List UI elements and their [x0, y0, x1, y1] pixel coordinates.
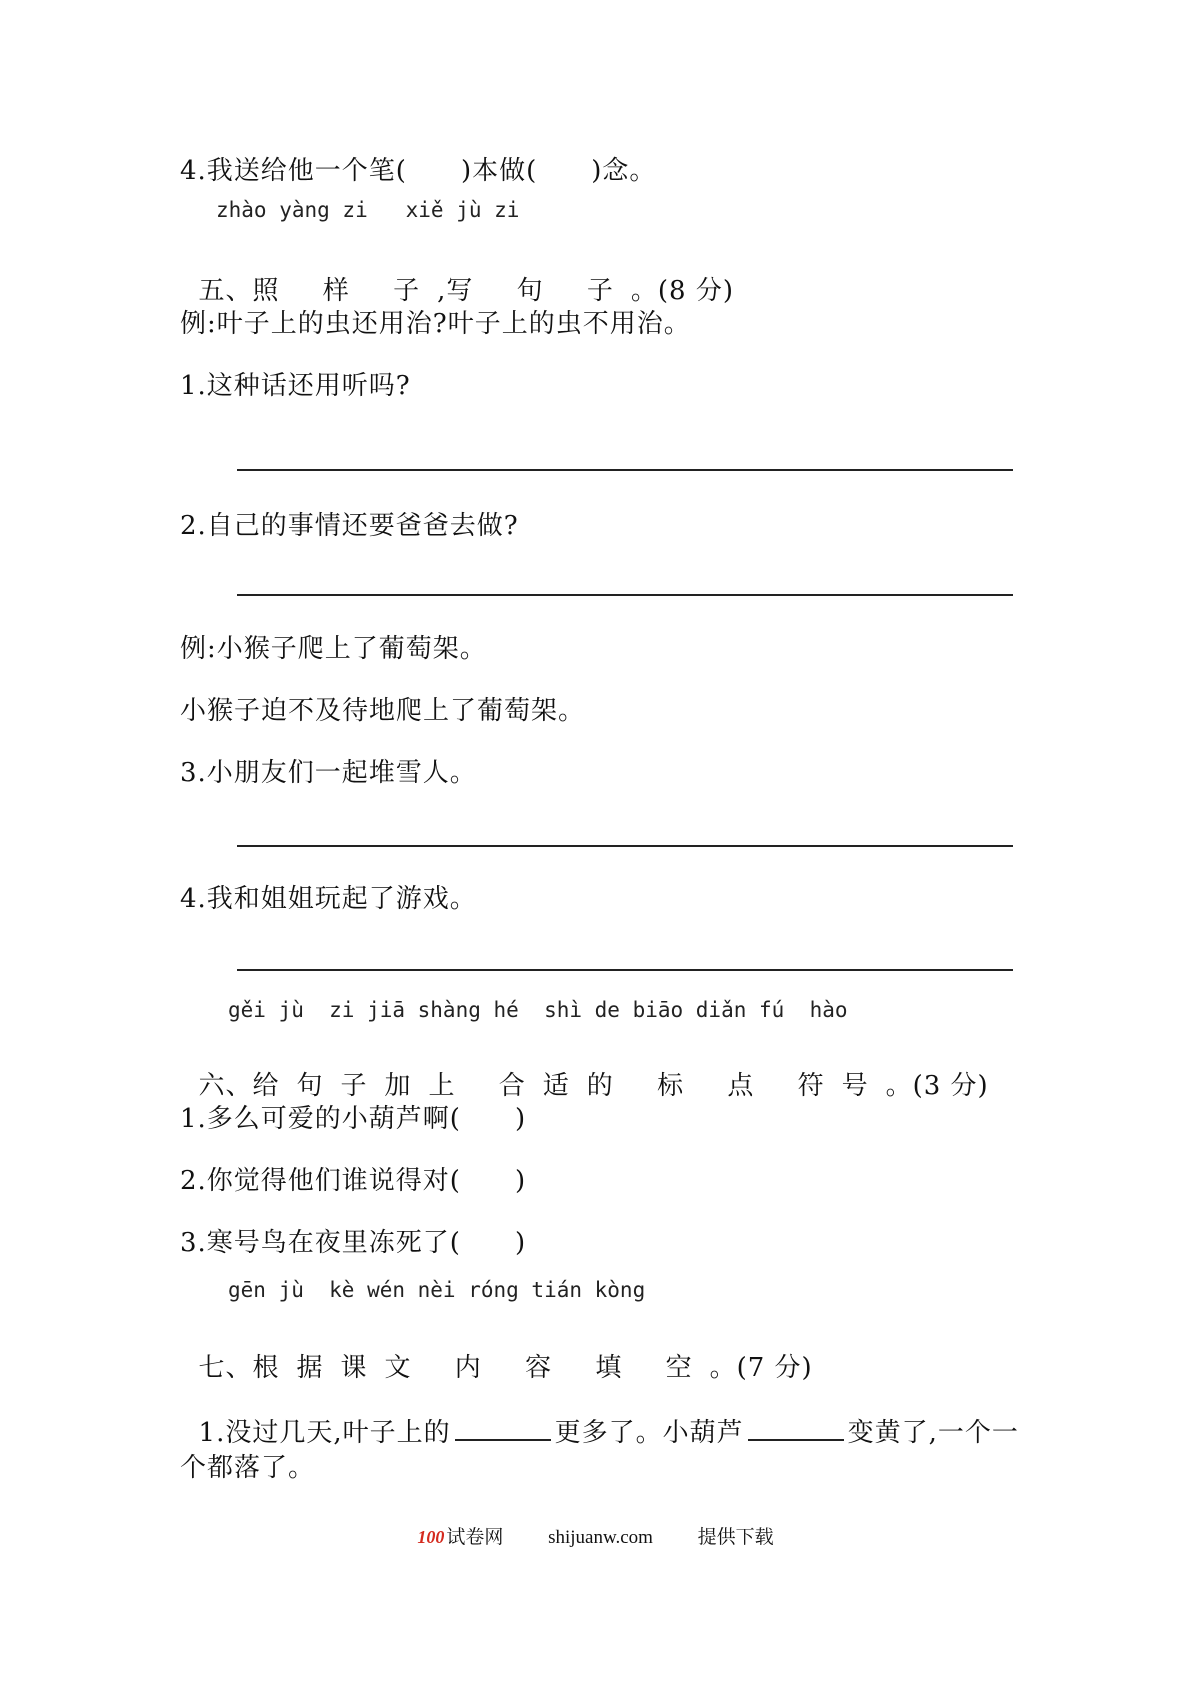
section-6-item-3: 3.寒号鸟在夜里冻死了( ): [180, 1228, 527, 1258]
section-6-score: 。(3 分): [885, 1071, 989, 1101]
section-7-item-1: [180, 1382, 1019, 1449]
section-5-score: 。(8 分): [630, 276, 734, 306]
section-7-title-chars: 根据课文 内 容 填 空: [252, 1353, 710, 1383]
section-5-title-chars: 照 样 子: [252, 276, 438, 306]
section-5-item-2: 2.自己的事情还要爸爸去做?: [180, 511, 519, 541]
answer-line-1[interactable]: [237, 469, 1013, 471]
section-7-pinyin: gēn jù kè wén nèi róng tián kòng: [228, 1278, 646, 1302]
section-7-item-1-cont: 个都落了。: [180, 1453, 316, 1483]
section-5-item-1: 1.这种话还用听吗?: [180, 371, 411, 401]
answer-line-4[interactable]: [237, 969, 1013, 971]
section-5-title-chars-2: 写 句 子: [446, 276, 631, 306]
section-5-example-1: 例:叶子上的虫还用治?叶子上的虫不用治。: [180, 309, 691, 339]
section-6-prefix: 六、: [198, 1071, 253, 1101]
section-7-prefix: 七、: [198, 1353, 253, 1383]
section-6-title: [180, 1035, 989, 1102]
section-6-item-2: 2.你觉得他们谁说得对( ): [180, 1166, 527, 1196]
section-5-example-2b: 小猴子迫不及待地爬上了葡萄架。: [180, 696, 586, 726]
section-5-item-3: 3.小朋友们一起堆雪人。: [180, 758, 477, 788]
section-7-score: 。(7 分): [709, 1353, 813, 1383]
section-7-item-1-b: 更多了。小葫芦: [554, 1418, 744, 1448]
fill-blank-2[interactable]: [748, 1417, 844, 1441]
page-footer: [0, 1522, 1191, 1549]
section-5-example-2a: 例:小猴子爬上了葡萄架。: [180, 634, 487, 664]
section-7-item-1-c: 变黄了,一个一: [847, 1418, 1019, 1448]
fill-blank-1[interactable]: [455, 1417, 551, 1441]
section-6-title-chars: 给句子加上 合适的 标 点 符号: [252, 1071, 886, 1101]
section-5-prefix: 五、: [198, 276, 253, 306]
section-5-item-4: 4.我和姐姐玩起了游戏。: [180, 884, 477, 914]
section-5-title: [180, 240, 734, 307]
section-7-item-1-a: 1.没过几天,叶子上的: [198, 1418, 451, 1448]
section-6-item-1: 1.多么可爱的小葫芦啊( ): [180, 1104, 527, 1134]
answer-line-2[interactable]: [237, 594, 1013, 596]
footer-note: 提供下载: [697, 1527, 774, 1548]
answer-line-3[interactable]: [237, 845, 1013, 847]
section-6-pinyin: gěi jù zi jiā shàng hé shì de biāo diǎn fú hào: [228, 998, 848, 1022]
site-name: 试卷网: [446, 1527, 504, 1548]
section-5-title-mid: ,: [437, 276, 447, 306]
question-4-line: 4.我送给他一个笔( )本做( )念。: [180, 156, 657, 186]
section-5-pinyin: zhào yàng zi xiě jù zi: [216, 198, 520, 222]
section-7-title: [180, 1317, 813, 1384]
site-domain[interactable]: shijuanw.com: [548, 1527, 653, 1548]
site-logo: 100: [417, 1527, 445, 1547]
